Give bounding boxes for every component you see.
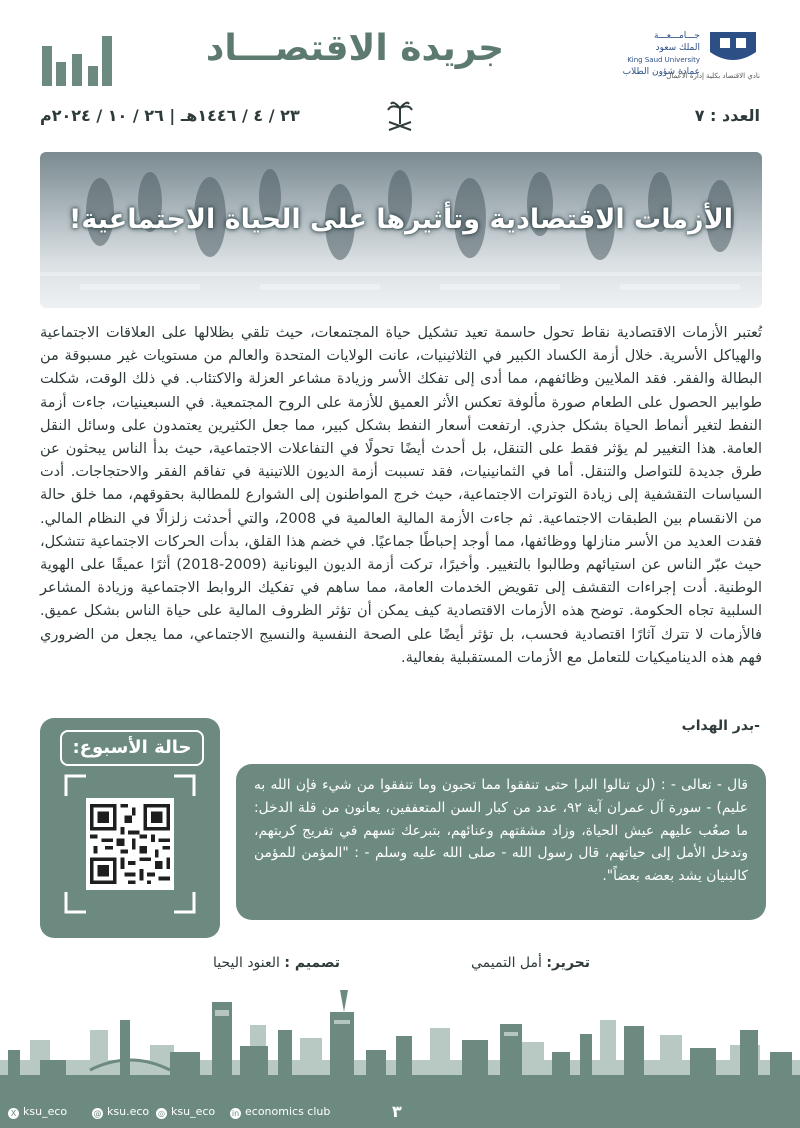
social-x[interactable]: X ksu_eco <box>8 1105 67 1119</box>
editor-name: أمل التميمي <box>471 955 542 971</box>
issue-number: العدد : ٧ <box>694 106 760 125</box>
article-title: الأزمات الاقتصادية وتأثيرها على الحياة الاجتماعية! <box>69 204 733 235</box>
ksu-seal-icon <box>706 28 760 68</box>
club-logo-icon <box>42 36 114 86</box>
riyadh-skyline-icon <box>0 990 800 1100</box>
club-subtitle: نادي الاقتصاد بكلية إدارة الأعمال <box>666 72 760 80</box>
linkedin-icon: in <box>231 1109 240 1118</box>
designer-credit <box>213 955 340 971</box>
quote-box <box>236 764 766 920</box>
social-threads[interactable]: @ ksu.eco <box>93 1105 150 1118</box>
designer-name: العنود اليحيا <box>212 955 280 971</box>
threads-icon: @ <box>93 1109 102 1118</box>
issue-date: ٢٣ / ٤ / ١٤٤٦هـ | ٢٦ / ١٠ / ٢٠٢٤م <box>40 106 300 125</box>
saudi-emblem-icon <box>383 100 417 134</box>
instagram-icon: ◎ <box>156 1108 167 1119</box>
editor-credit <box>471 955 590 971</box>
newspaper-title: جريدة الاقتصـــاد <box>205 28 505 69</box>
quote-text: قال - تعالى - : (لن تنالوا البرا حتى تنفقوا مما تحبون وما تنفقوا من شيء فإن الله به عليم) - سورة آل عمران آية ٩٢، عدد من كبار السن المتعففين، يعانون من قلة الدخل: ما صعُب عليهم عيش الحياة، وزاد مشقتهم وعنائهم، بتبرعك تسهم في تفريج كربتهم، وتدخل الأمل إلى حياتهم، قال رسول الله - صلى الله عليه وسلم - : "المؤمن للمؤمن كالبنيان يشد بعضه بعضاً". <box>254 777 748 885</box>
university-name: جـــامـــعـــة الملك سعود King Saud University عمادة شؤون الطلاب <box>622 31 700 77</box>
social-instagram[interactable]: ◎ ksu_eco <box>158 1105 216 1118</box>
footer-bar <box>0 1098 800 1128</box>
editor-label: تحرير: <box>546 955 590 971</box>
designer-label: تصميم : <box>284 955 340 971</box>
case-of-week-title: حالة الأسبوع: <box>60 730 204 766</box>
page-number: ٣ <box>392 1102 402 1121</box>
hero-banner <box>40 152 762 308</box>
qr-code[interactable] <box>86 798 174 890</box>
social-linkedin[interactable]: in economics club <box>231 1105 331 1118</box>
x-icon: X <box>8 1108 19 1119</box>
case-of-week-box <box>40 718 220 938</box>
article-author: -بدر الهداب <box>681 718 760 734</box>
university-logo <box>620 28 760 80</box>
article-body: تُعتبر الأزمات الاقتصادية نقاط تحول حاسمة تعيد تشكيل حياة المجتمعات، حيث تلقي بظلالها على العلاقات الاجتماعية والهياكل الأسرية. خلال أزمة الكساد الكبير في الثلاثينيات، عانت الولايات المتحدة والعالم من مستويات غير مسبوقة من البطالة والفقر. فقد الملايين وظائفهم، مما أدى إلى تفكك الأسر وزيادة مشاعر العزلة والاكتئاب. في ذلك الوقت، شكلت طوابير الحصول على الطعام صورة مألوفة تعكس الأثر العميق للأزمة على الروح المجتمعية. في السبعينيات، جاءت أزمة النفط لتغير أنماط الحياة بشكل جذري. ارتفعت أسعار النفط بشكل كبير، مما جعل الكثيرين يعتمدون على وسائل النقل العامة. هذا التغيير لم يؤثر فقط على التنقل، بل أحدث أيضًا تحولًا في التفاعلات الاجتماعية، حيث بدأ الناس يبحثون عن طرق جديدة للتواصل والتنقل. أما في الثمانينيات، فقد تسببت أزمة الديون اللاتينية في تفاقم الفقر والاحتجاجات. أدت السياسات التقشفية إلى زيادة التوترات الاجتماعية، حيث خرج المواطنون إلى الشوارع للمطالبة بحقوقهم، مما خلق حالة من الانقسام بين الطبقات الاجتماعية. ثم جاءت الأزمة المالية العالمية في 2008، والتي أحدثت زلزالًا في النظام المالي. فقدت العديد من الأسر منازلها ووظائفها، مما أوجد إحباطًا جماعيًا. في خضم هذا القلق، بدأت الحركات الاجتماعية تتشكل، حيث عبّر الناس عن استيائهم وطالبوا بالتغيير. وأخيرًا، تركت أزمة الديون اليونانية (2009-2018) أثرًا عميقًا على الهوية الوطنية. أدت إجراءات التقشف إلى تقويض الخدمات العامة، مما ساهم في تفكيك الروابط الاجتماعية وزيادة المشاعر السلبية تجاه الحكومة. توضح هذه الأزمات الاقتصادية كيف يمكن أن تؤثر الظروف المالية على حياة الناس بشكل عميق. فالأزمات لا تترك آثارًا اقتصادية فحسب، بل تؤثر أيضًا على الصحة النفسية والنسيج الاجتماعي، مما يجعل من الضروري فهم هذه الديناميكيات للتعامل مع الأزمات المستقبلية بفعالية. <box>40 325 762 666</box>
